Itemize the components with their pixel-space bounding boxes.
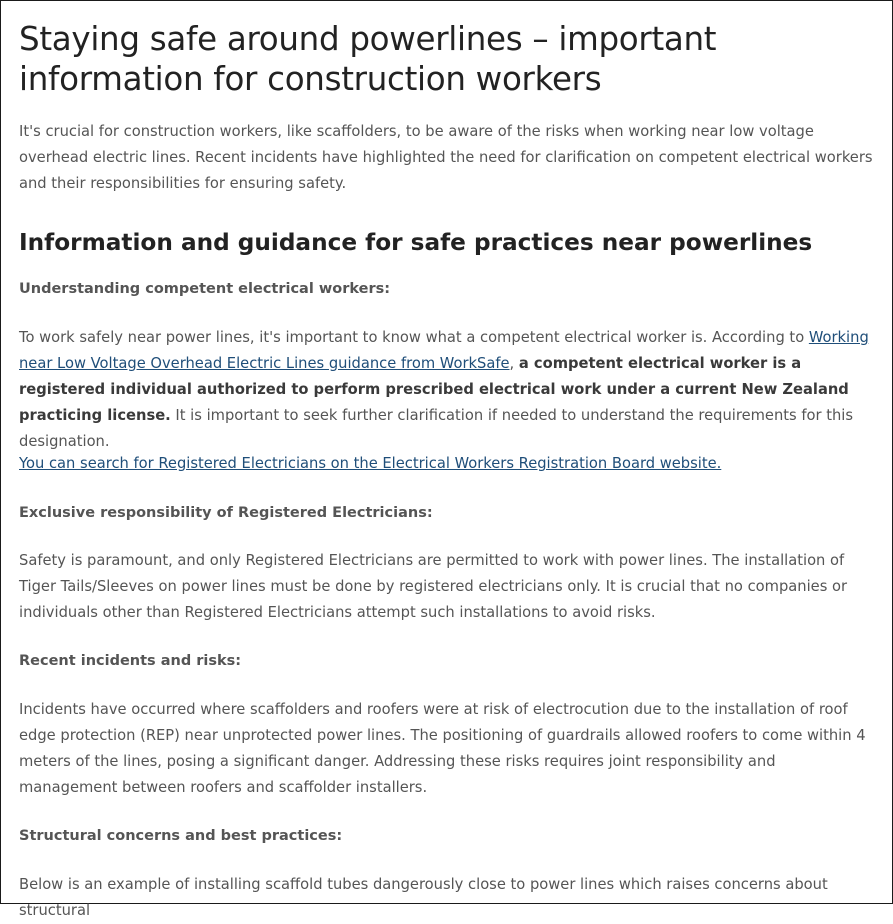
incidents-heading: Recent incidents and risks:	[19, 653, 242, 669]
page-title: Staying safe around powerlines – important information for construction workers	[19, 20, 717, 98]
understanding-text-before: To work safely near power lines, it's important to know what a competent electrical worker is. According to	[19, 329, 809, 346]
section-heading: Information and guidance for safe practices near powerlines	[19, 229, 813, 256]
understanding-text-after: It is important to seek further clarification if needed to understand the requirements for this designation.	[19, 407, 854, 450]
structural-heading: Structural concerns and best practices:	[19, 828, 343, 844]
competent-worker-definition: a competent electrical worker is a registered individual authorized to perform prescribed electrical work under a current New Zealand practicing license.	[19, 355, 849, 424]
incidents-paragraph: Incidents have occurred where scaffolders and roofers were at risk of electrocution due to the installation of roof edge protection (REP) near unprotected power lines. The positioning of guardrails allowed roofers to come within 4 meters of the lines, posing a significant danger. Addressing these risks requires joint responsibility and management between roofers and scaffolder installers.	[19, 701, 866, 796]
structural-paragraph: Below is an example of installing scaffold tubes dangerously close to power lines which raises concerns about structural	[19, 876, 828, 919]
ewrb-register-link[interactable]: You can search for Registered Electricians on the Electrical Workers Registration Board website.	[19, 455, 722, 472]
understanding-comma: ,	[509, 355, 519, 372]
worksafe-guidance-link[interactable]: Working near Low Voltage Overhead Electric Lines guidance from WorkSafe	[19, 329, 869, 372]
exclusive-paragraph: Safety is paramount, and only Registered Electricians are permitted to work with power lines. The installation of Tiger Tails/Sleeves on power lines must be done by registered electricians only. It is crucial that no companies or individuals other than Registered Electricians attempt such installations to avoid risks.	[19, 552, 848, 621]
register-paragraph	[19, 451, 875, 477]
exclusive-heading: Exclusive responsibility of Registered Electricians:	[19, 505, 433, 521]
understanding-paragraph	[19, 325, 875, 455]
intro-paragraph: It's crucial for construction workers, like scaffolders, to be aware of the risks when working near low voltage overhead electric lines. Recent incidents have highlighted the need for clarification on competent electrical workers and their responsibilities for ensuring safety.	[19, 123, 873, 192]
understanding-heading: Understanding competent electrical workers:	[19, 281, 391, 297]
